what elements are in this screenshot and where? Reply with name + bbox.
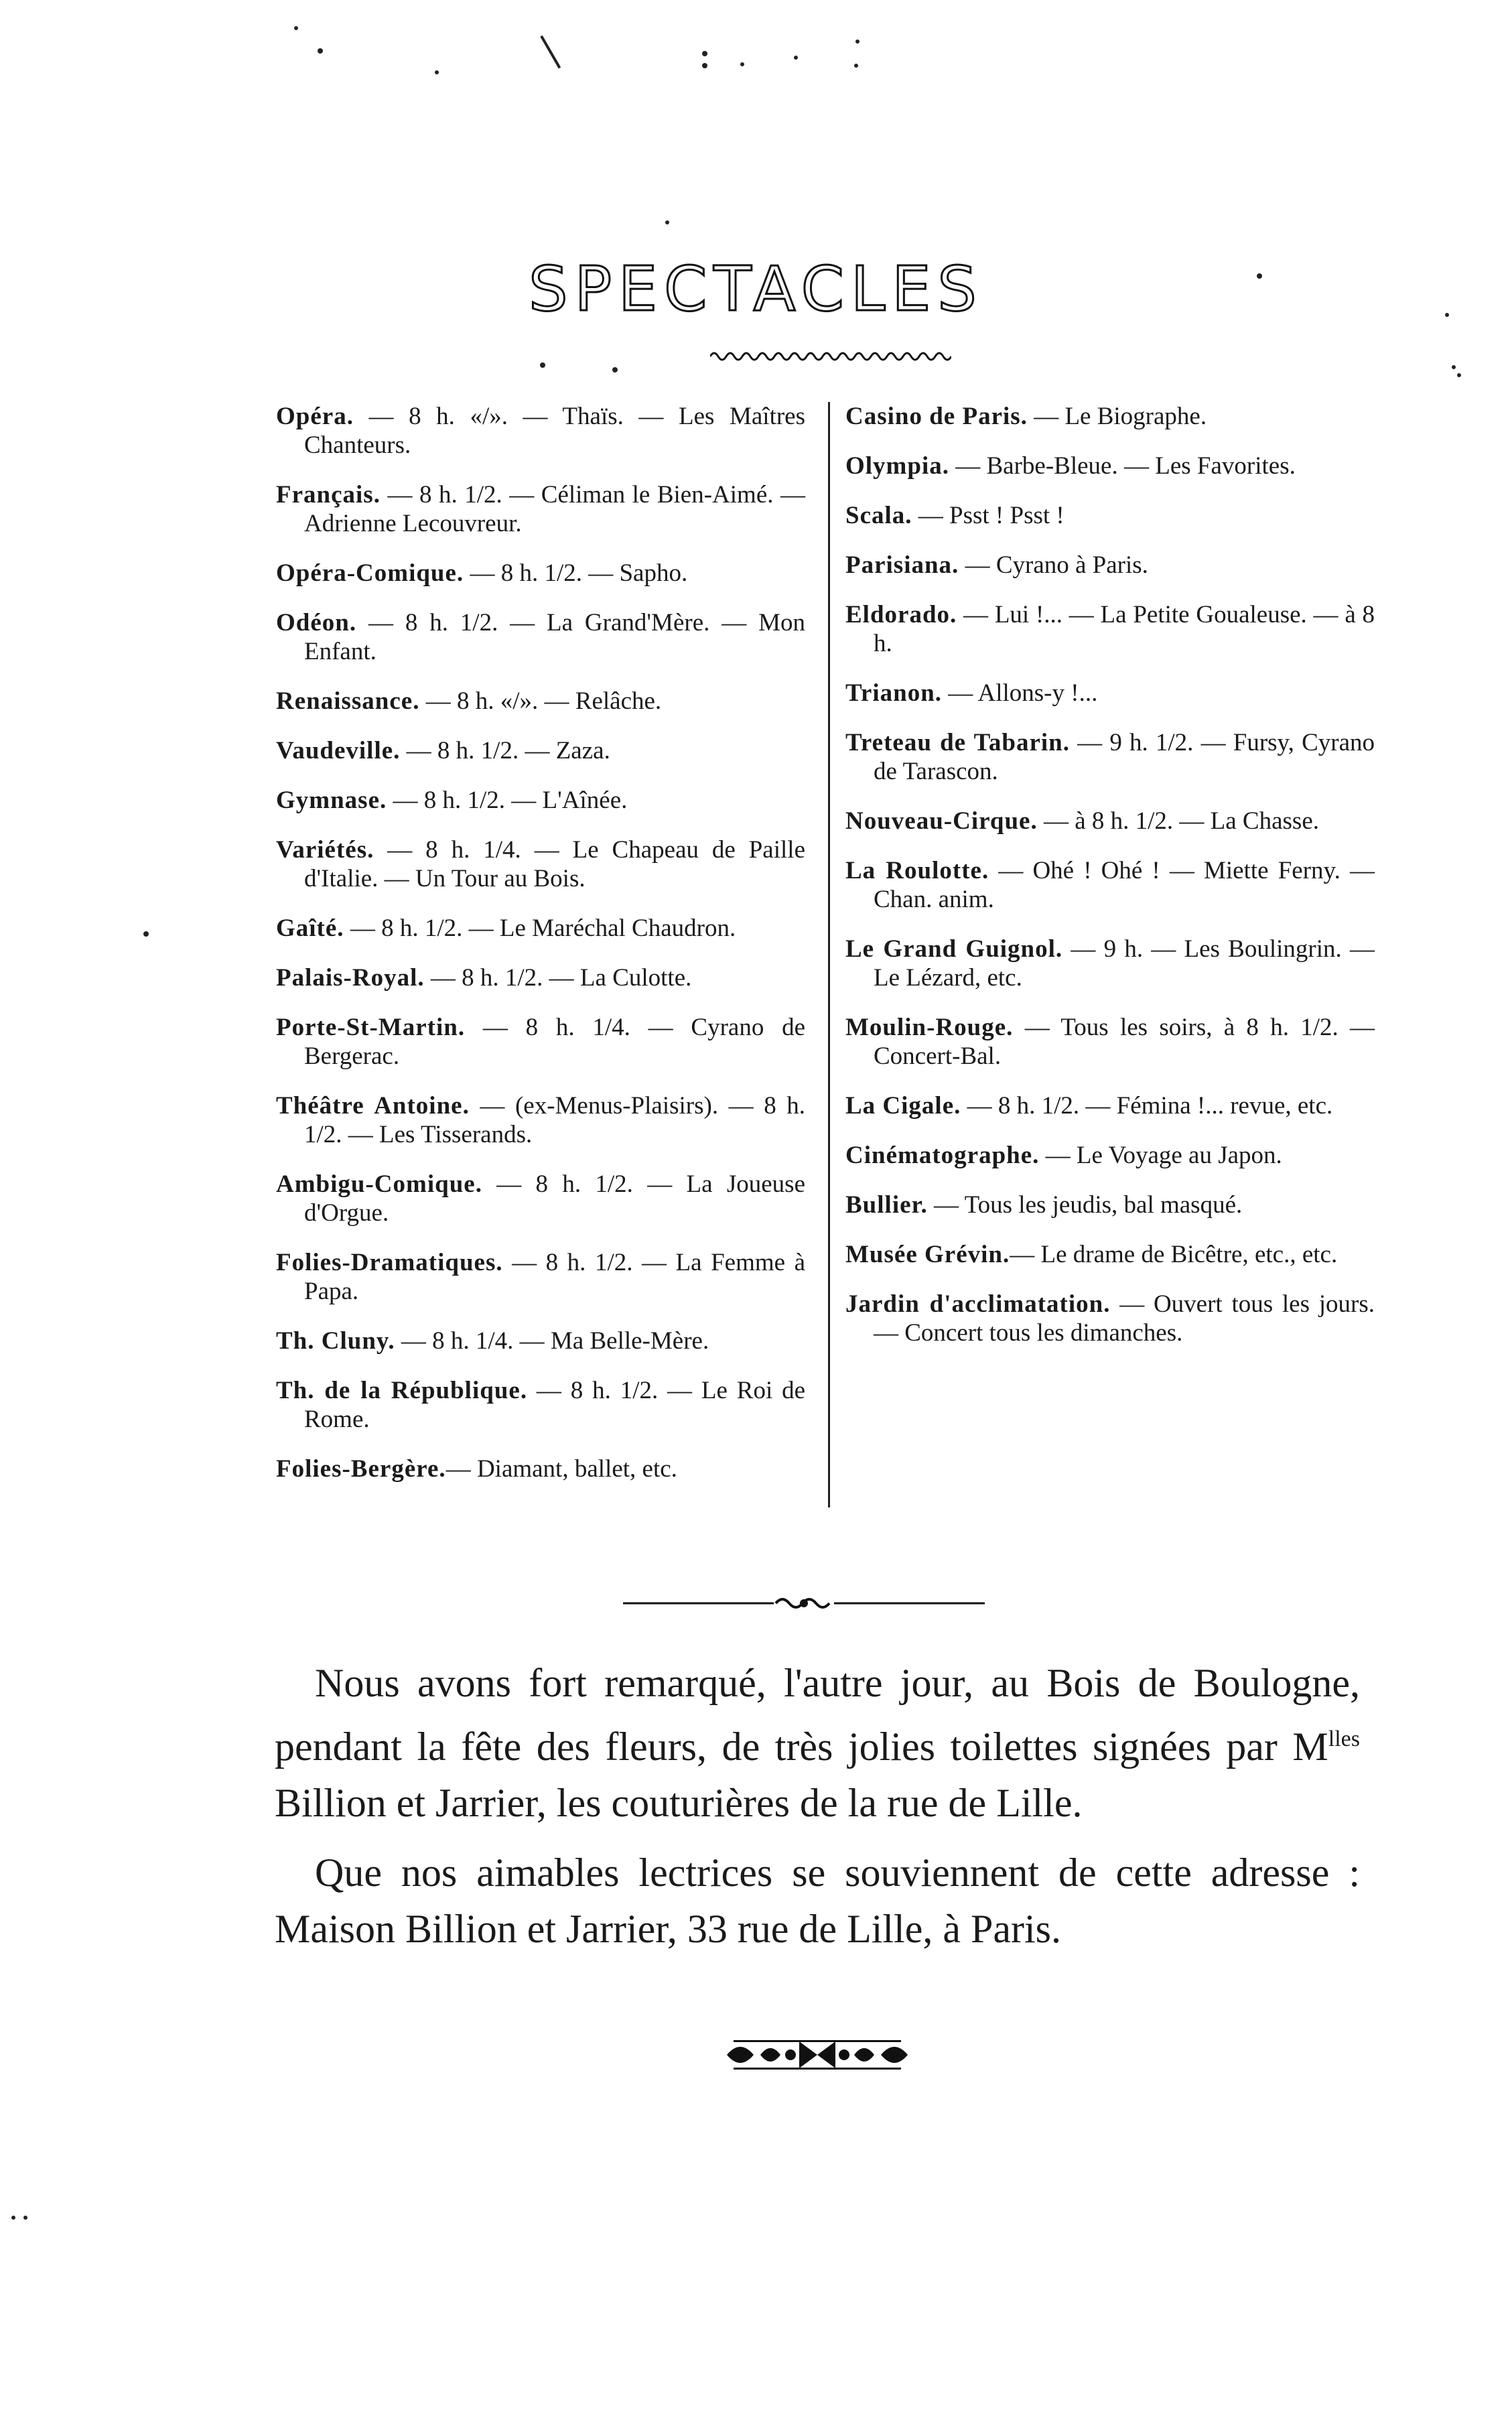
performance-details: — 8 h. 1/2. — Le Maréchal Chaudron. — [344, 915, 736, 942]
performance-details: — Diamant, ballet, etc. — [445, 1455, 677, 1483]
venue-name: Odéon. — [276, 609, 357, 636]
venue-name: Musée Grévin. — [845, 1241, 1010, 1268]
right-listing-entry — [845, 551, 1375, 580]
left-listing-entry — [276, 736, 805, 765]
fleuron-ornament — [720, 2033, 914, 2076]
notice-paragraph-1 — [275, 1655, 1360, 1831]
right-listing-entry — [845, 1240, 1375, 1269]
venue-name: Th. de la République. — [276, 1377, 528, 1404]
left-listing-entry — [276, 402, 805, 460]
right-listing-entry — [845, 935, 1375, 992]
performance-details: — à 8 h. 1/2. — La Chasse. — [1037, 807, 1319, 835]
right-listing-entry — [845, 1091, 1375, 1120]
performance-details: — Ohé ! Ohé ! — Miette Ferny. — Chan. anim. — [874, 857, 1375, 913]
venue-name: Le Grand Guignol. — [845, 935, 1063, 963]
performance-details: — Tous les jeudis, bal masqué. — [927, 1191, 1243, 1219]
venue-name: Vaudeville. — [276, 737, 401, 764]
venue-name: Ambigu-Comique. — [276, 1170, 482, 1198]
venue-name: Olympia. — [845, 452, 949, 480]
venue-name: Gaîté. — [276, 915, 344, 942]
venue-name: Français. — [276, 481, 381, 509]
performance-details: — 8 h. 1/2. — L'Aînée. — [387, 787, 628, 814]
venue-name: Porte-St-Martin. — [276, 1014, 466, 1041]
left-listing-entry — [276, 914, 805, 943]
right-listing-entry — [845, 1290, 1375, 1347]
venue-name: Scala. — [845, 502, 912, 529]
notice-p1-superscript: lles — [1328, 1727, 1360, 1751]
performance-details: — 8 h. 1/2. — Sapho. — [464, 559, 688, 587]
performance-details: — Psst ! Psst ! — [912, 502, 1064, 529]
venue-name: Théâtre Antoine. — [276, 1092, 470, 1120]
performance-details: — 8 h. «/». — Relâche. — [419, 687, 662, 715]
venue-name: Eldorado. — [845, 601, 957, 628]
performance-details: — 8 h. 1/2. — Céliman le Bien-Aimé. — Adrienne Lecouvreur. — [304, 481, 805, 537]
performance-details: — (ex-Menus-Plaisirs). — 8 h. 1/2. — Les Tisserands. — [304, 1092, 805, 1148]
venue-name: Jardin d'acclimatation. — [845, 1290, 1111, 1318]
performance-details: — Ouvert tous les jours. — Concert tous les dimanches. — [874, 1290, 1375, 1347]
venue-name: Palais-Royal. — [276, 964, 425, 992]
venue-name: Th. Cluny. — [276, 1327, 395, 1355]
performance-details: — Le Voyage au Japon. — [1039, 1142, 1282, 1169]
venue-name: Nouveau-Cirque. — [845, 807, 1038, 835]
left-listing-entry — [276, 1327, 805, 1355]
performance-details: — 8 h. 1/2. — La Femme à Papa. — [304, 1249, 805, 1305]
performance-details: — 8 h. 1/2. — La Grand'Mère. — Mon Enfant. — [304, 609, 805, 665]
performance-details: — 8 h. 1/2. — Le Roi de Rome. — [304, 1377, 805, 1433]
right-listing-entry — [845, 856, 1375, 914]
performance-details: — 9 h. — Les Boulingrin. — Le Lézard, etc. — [874, 935, 1375, 992]
right-listing-entry — [845, 679, 1375, 707]
venue-name: La Roulotte. — [845, 857, 989, 884]
right-listing-entry — [845, 600, 1375, 658]
wavy-rule — [710, 343, 951, 363]
right-listing-entry — [845, 1191, 1375, 1219]
left-listing-entry — [276, 687, 805, 716]
right-listing-entry — [845, 501, 1375, 530]
venue-name: Opéra. — [276, 403, 354, 430]
right-listing-entry — [845, 452, 1375, 480]
venue-name: Treteau de Tabarin. — [845, 729, 1070, 756]
venue-name: Opéra-Comique. — [276, 559, 464, 587]
performance-details: — 8 h. 1/2. — Fémina !... revue, etc. — [961, 1092, 1333, 1120]
left-listing-entry — [276, 786, 805, 815]
performance-details: — Cyrano à Paris. — [959, 551, 1148, 579]
notice-text — [275, 1655, 1360, 1970]
venue-name: Variétés. — [276, 836, 374, 864]
left-listing-entry — [276, 963, 805, 992]
performance-details: — 8 h. «/». — Thaïs. — Les Maîtres Chanteurs. — [304, 403, 805, 459]
venue-name: La Cigale. — [845, 1092, 961, 1120]
left-listing-entry — [276, 559, 805, 588]
notice-p1-text: Nous avons fort remarqué, l'autre jour, au Bois de Boulogne, pendant la fête des fleurs, de très jolies toilettes signées par M — [275, 1661, 1360, 1769]
performance-details: — 9 h. 1/2. — Fursy, Cyrano de Tarascon. — [874, 729, 1375, 785]
listing-right-column — [845, 402, 1375, 1368]
right-listing-entry — [845, 1141, 1375, 1170]
performance-details: — 8 h. 1/2. — La Joueuse d'Orgue. — [304, 1170, 805, 1227]
venue-name: Gymnase. — [276, 787, 387, 814]
venue-name: Moulin-Rouge. — [845, 1014, 1014, 1041]
page-title: SPECTACLES — [529, 253, 983, 325]
left-listing-entry — [276, 608, 805, 666]
venue-name: Parisiana. — [845, 551, 959, 579]
venue-name: Renaissance. — [276, 687, 420, 715]
venue-name: Bullier. — [845, 1191, 928, 1219]
performance-details: — 8 h. 1/4. — Cyrano de Bergerac. — [304, 1014, 805, 1070]
left-listing-entry — [276, 1170, 805, 1227]
performance-details: — 8 h. 1/4. — Ma Belle-Mère. — [395, 1327, 709, 1355]
venue-name: Folies-Dramatiques. — [276, 1249, 503, 1276]
performance-details: — Barbe-Bleue. — Les Favorites. — [949, 452, 1296, 480]
performance-details: — Lui !... — La Petite Goualeuse. — à 8 h. — [874, 601, 1375, 657]
left-listing-entry — [276, 835, 805, 893]
left-listing-entry — [276, 1248, 805, 1306]
notice-paragraph-2: Que nos aimables lectrices se souviennent de cette adresse : Maison Billion et Jarrier, 33 rue de Lille, à Paris. — [275, 1850, 1360, 1951]
venue-name: Cinématographe. — [845, 1142, 1040, 1169]
venue-name: Folies-Bergère. — [276, 1455, 446, 1483]
left-listing-entry — [276, 1091, 805, 1149]
performance-details: — 8 h. 1/2. — La Culotte. — [424, 964, 692, 992]
column-divider — [828, 402, 830, 1507]
performance-details: — 8 h. 1/2. — Zaza. — [400, 737, 610, 764]
left-listing-entry — [276, 1013, 805, 1071]
performance-details: — Allons-y !... — [942, 679, 1098, 707]
performance-details: — Le Biographe. — [1027, 403, 1207, 430]
left-listing-entry — [276, 1455, 805, 1483]
performance-details: — Le drame de Bicêtre, etc., etc. — [1010, 1241, 1338, 1268]
venue-name: Casino de Paris. — [845, 403, 1028, 430]
right-listing-entry — [845, 728, 1375, 786]
left-listing-entry — [276, 480, 805, 538]
right-listing-entry — [845, 402, 1375, 431]
notice-p1-text-end: Billion et Jarrier, les couturières de la rue de Lille. — [275, 1781, 1083, 1825]
right-listing-entry — [845, 1013, 1375, 1071]
right-listing-entry — [845, 807, 1375, 835]
ornamental-rule — [623, 1593, 985, 1613]
left-listing-entry — [276, 1376, 805, 1434]
performance-details: — Tous les soirs, à 8 h. 1/2. — Concert-Bal. — [874, 1014, 1375, 1070]
venue-name: Trianon. — [845, 679, 943, 707]
performance-details: — 8 h. 1/4. — Le Chapeau de Paille d'Italie. — Un Tour au Bois. — [304, 836, 805, 892]
listing-left-column — [276, 402, 805, 1504]
